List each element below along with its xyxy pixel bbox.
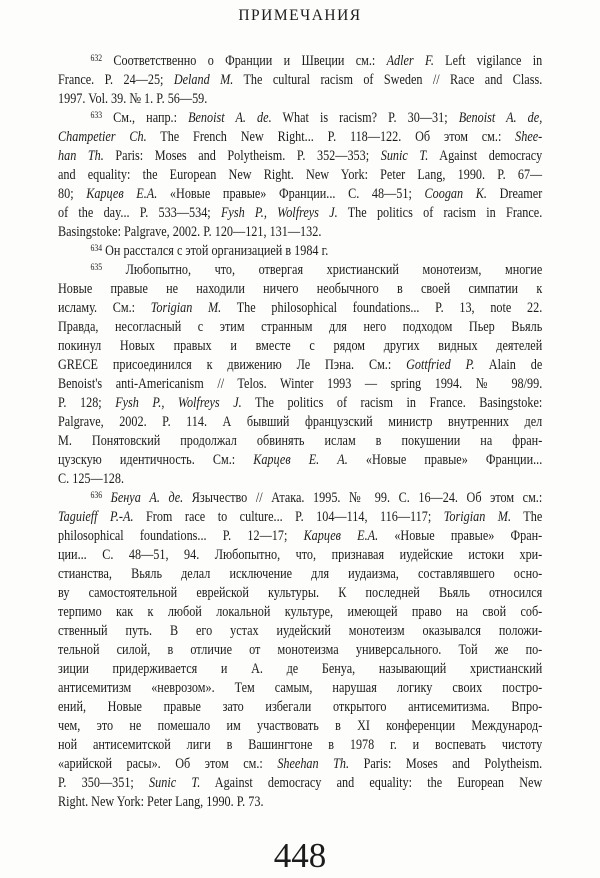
- footnote-text: [102, 490, 111, 506]
- footnote-number: 635: [90, 262, 103, 273]
- footnote-text: ной антисемитской лиги в Вашингтоне в 1978 г. и воспевать чистоту: [58, 737, 543, 753]
- footnote-text: Paris: Moses and Polytheism.: [349, 756, 543, 772]
- footnote-text: France. P. 24—25;: [58, 72, 174, 88]
- footnote-line: [58, 337, 542, 356]
- footnote-text: Sunic T.: [380, 148, 429, 164]
- footnote-text: антисемитизм «неврозом». Тем самым, нарушая логику своих постро-: [58, 680, 543, 696]
- footnote-line: [58, 755, 542, 774]
- footnote-line: [58, 793, 542, 812]
- footnote-text: Fysh P., Wolfreys J.: [220, 205, 338, 221]
- footnote-text: From race to culture... P. 104—114, 116—117;: [133, 509, 444, 525]
- footnote-text: стианства, Вьяль делал исключение для иудаизма, составлявшего осно-: [58, 566, 543, 582]
- footnote-text: «Новые правые» Фран-: [378, 528, 543, 544]
- footnote-text: Dreamer: [486, 186, 543, 202]
- footnote-line: [58, 470, 542, 489]
- footnote-line: [58, 147, 542, 166]
- footnote-text: P. 128;: [58, 395, 116, 411]
- footnote-line: [58, 356, 542, 375]
- footnote-line: [58, 90, 542, 109]
- footnote-text: Язычество // Атака. 1995. № 99. С. 16—24. Об этом см.:: [183, 490, 543, 506]
- footnote-text: ственный путь. В его устах иудейский монотеизм оказывался положи-: [58, 623, 543, 639]
- footnote-text: тельной силой, в отличие от монотеизма универсального. Той же по-: [58, 642, 543, 658]
- footnote-text: Benoist's anti-Americanism // Telos. Winter 1993 — spring 1994. № 98/99.: [58, 376, 543, 392]
- footnote-text: Right. New York: Peter Lang, 1990. P. 73.: [58, 794, 264, 810]
- footnote-text: The politics of racism in France. Basingstoke:: [241, 395, 543, 411]
- footnote-line: [58, 546, 542, 565]
- footnote-text: and equality: the European New Right. New York: Peter Lang, 1990. P. 67—: [58, 167, 543, 183]
- footnote-text: См., напр.:: [102, 110, 189, 126]
- running-header: ПРИМЕЧАНИЯ: [238, 7, 362, 24]
- footnote-text: The philosophical foundations... P. 13, note 22.: [221, 300, 543, 316]
- footnote-text: «Новые правые» Франции... С. 48—51;: [157, 186, 425, 202]
- footnote-text: Left vigilance in: [433, 53, 543, 69]
- footnote-text: Sheehan Th.: [277, 756, 350, 772]
- footnote-line: [58, 394, 542, 413]
- footnote-text: Бенуа А. де.: [110, 490, 184, 506]
- footnote-line: [58, 774, 542, 793]
- footnote-line: [58, 641, 542, 660]
- footnote-text: ений, Новые правые зато избегали открытого антисемитизма. Впро-: [58, 699, 543, 715]
- footnote-text: Adler F.: [386, 53, 434, 69]
- footnote-text: Любопытно, что, отвергая христианский монотеизм, многие: [102, 262, 543, 278]
- footnote-line: [58, 223, 542, 242]
- footnote-text: Gottfried P.: [406, 357, 475, 373]
- footnote-line: [58, 280, 542, 299]
- footnote-text: P. 350—351;: [58, 775, 150, 791]
- footnote-line: [58, 565, 542, 584]
- footnote-line: [58, 261, 542, 280]
- footnote-text: Taguieff P.-A.: [58, 509, 134, 525]
- footnote-text: «Новые правые» Франции...: [347, 452, 543, 468]
- footnote-text: Basingstoke: Palgrave, 2002. P. 120—121, 131—132.: [58, 224, 322, 240]
- footnote-text: Соответственно о Франции и Швеции см.:: [102, 53, 387, 69]
- footnote-text: Torigian M.: [443, 509, 512, 525]
- footnote-line: [58, 109, 542, 128]
- footnote-line: [58, 603, 542, 622]
- footnote-text: GRECE присоединился к движению Ле Пэна. См.:: [58, 357, 407, 373]
- footnote-line: [58, 318, 542, 337]
- footnote-text: The: [511, 509, 543, 525]
- footnotes-block: [58, 52, 542, 812]
- footnote-text: philosophical foundations... P. 12—17;: [58, 528, 304, 544]
- footnote-text: терпимо как к любой локальной культуре, имеющей право на свой соб-: [58, 604, 543, 620]
- footnote-number: 634: [90, 243, 103, 254]
- footnote-text: han Th.: [58, 148, 104, 164]
- footnote-text: Он расстался с этой организацией в 1984 г.: [102, 243, 329, 259]
- footnote-text: М. Понятовский продолжал обвинять ислам в покушении на фран-: [58, 433, 543, 449]
- footnote-text: What is racism? P. 30—31;: [271, 110, 459, 126]
- footnote-text: Benoist A. de,: [458, 110, 543, 126]
- footnote-text: The French New Right... P. 118—122. Об этом см.:: [146, 129, 516, 145]
- footnote-text: Карцев Е.А.: [86, 186, 158, 202]
- footnote-text: чем, это не помешало им участвовать в XI конференции Международ-: [58, 718, 543, 734]
- footnote-line: [58, 432, 542, 451]
- footnote-text: Sunic T.: [149, 775, 201, 791]
- footnote-text: С. 125—128.: [58, 471, 125, 487]
- footnote-text: Against democracy: [428, 148, 543, 164]
- footnote-text: цузскую идентичность. См.:: [58, 452, 254, 468]
- footnote-line: [58, 375, 542, 394]
- footnote-line: [58, 736, 542, 755]
- footnote-text: Champetier Ch.: [58, 129, 147, 145]
- footnote-text: зиции придерживается и А. де Бенуа, называющий христианский: [58, 661, 543, 677]
- footnote-line: [58, 242, 542, 261]
- footnote-text: The cultural racism of Sweden // Race and Class.: [233, 72, 543, 88]
- footnote-line: [58, 698, 542, 717]
- footnote-text: 1997. Vol. 39. № 1. P. 56—59.: [58, 91, 208, 107]
- footnote-text: Alain de: [474, 357, 543, 373]
- footnote-line: [58, 660, 542, 679]
- footnote-text: Новые правые не находили ничего необычного в своей симпатии к: [58, 281, 543, 297]
- footnote-text: Shee-: [515, 129, 543, 145]
- footnote-text: Paris: Moses and Polytheism. P. 352—353;: [103, 148, 381, 164]
- footnote-text: Palgrave, 2002. P. 114. А бывший французский министр внутренних дел: [58, 414, 543, 430]
- footnote-line: [58, 52, 542, 71]
- footnote-text: ции... С. 48—51, 94. Любопытно, что, признавая иудейские истоки хри-: [58, 547, 543, 563]
- footnote-text: The politics of racism in France.: [337, 205, 543, 221]
- footnote-line: [58, 166, 542, 185]
- footnote-line: [58, 717, 542, 736]
- footnote-line: [58, 204, 542, 223]
- footnote-line: [58, 185, 542, 204]
- footnote-line: [58, 128, 542, 147]
- footnote-text: Правда, несогласный с этим странным для него подходом Пьер Вьяль: [58, 319, 543, 335]
- footnote-text: ву самостоятельной еврейской культуры. К последней Вьяль относился: [58, 585, 543, 601]
- footnote-text: Against democracy and equality: the European New: [200, 775, 543, 791]
- footnote-text: покинул Новых правых и вместе с рядом других видных деятелей: [58, 338, 543, 354]
- footnote-line: [58, 299, 542, 318]
- page-number: 448: [273, 836, 327, 875]
- footnote-text: Карцев Е. А.: [253, 452, 348, 468]
- footnote-line: [58, 508, 542, 527]
- footnote-number: 632: [90, 53, 103, 64]
- footnote-line: [58, 679, 542, 698]
- footnote-line: [58, 71, 542, 90]
- footnote-text: Coogan K.: [424, 186, 487, 202]
- footnote-text: Benoist A. de.: [188, 110, 272, 126]
- footnote-text: «арийской расы». Об этом см.:: [58, 756, 278, 772]
- footnote-number: 633: [90, 110, 103, 121]
- footnote-line: [58, 584, 542, 603]
- footnote-text: Torigian M.: [150, 300, 222, 316]
- footnote-text: 80;: [58, 186, 87, 202]
- footnote-line: [58, 622, 542, 641]
- footnote-line: [58, 527, 542, 546]
- footnote-text: of the day... P. 533—534;: [58, 205, 221, 221]
- footnote-line: [58, 413, 542, 432]
- footnote-line: [58, 489, 542, 508]
- footnote-text: исламу. См.:: [58, 300, 151, 316]
- footnote-line: [58, 451, 542, 470]
- footnote-text: Карцев Е.А.: [303, 528, 379, 544]
- footnote-text: Fysh P., Wolfreys J.: [115, 395, 242, 411]
- footnote-number: 636: [90, 490, 103, 501]
- footnote-text: Deland M.: [173, 72, 234, 88]
